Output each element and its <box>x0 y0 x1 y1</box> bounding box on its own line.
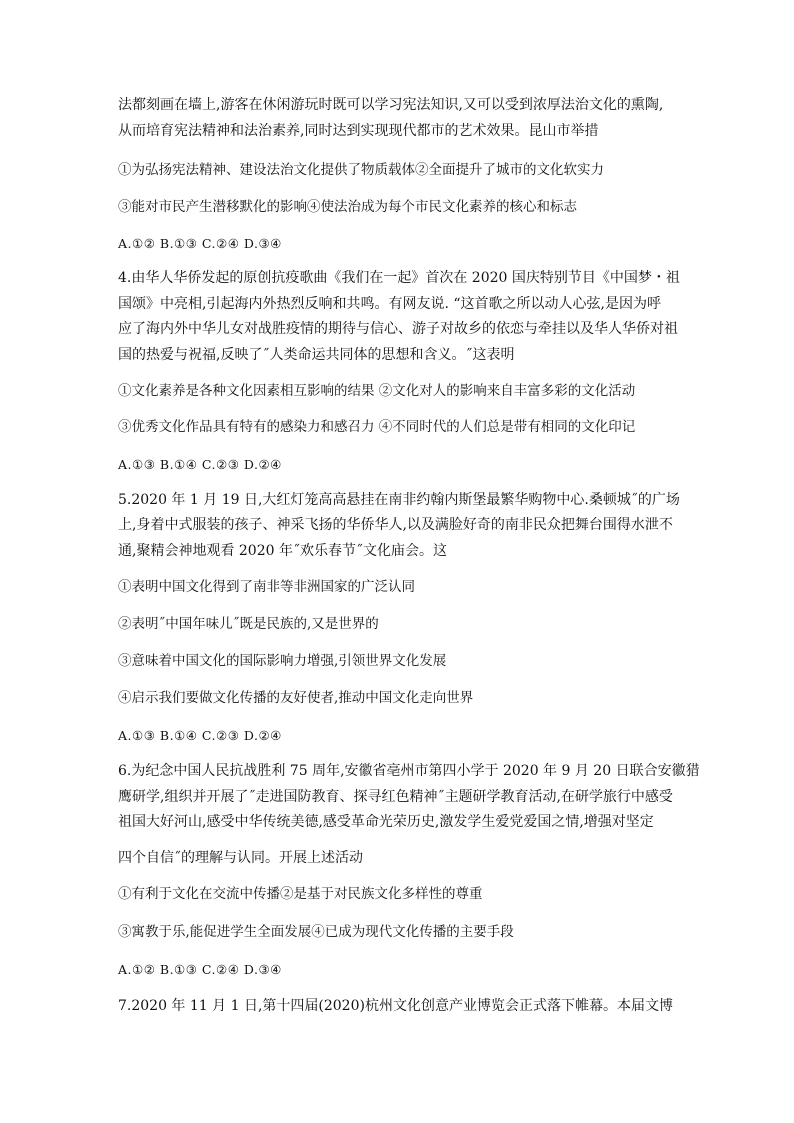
q5-option-3: ③意味着中国文化的国际影响力增强,引领世界文化发展 <box>118 653 447 669</box>
q6-option-line-1: ①有利于文化在交流中传播②是基于对民族文化多样性的尊重 <box>118 886 483 902</box>
q6-stem-line-4: 四个自信˝的理解与认同。开展上述活动 <box>118 850 363 866</box>
q4-stem-line-2: 国颂》中亮相,引起海内外热烈反响和共鸣。有网友说. “这首歌之所以动人心弦,是因为呼 <box>118 296 661 312</box>
q7-stem-line-1: 7.2020 年 11 月 1 日,第十四届(2020)杭州文化创意产业博览会正式落下帷幕。本届文博 <box>118 998 673 1014</box>
q6-stem-line-2: 鹰研学,组织并开展了˝走进国防教育、探寻红色精神˝主题研学教育活动,在研学旅行中感受 <box>118 789 673 805</box>
q3-stem-line-1: 法都刻画在墙上,游客在休闲游玩时既可以学习宪法知识,又可以受到浓厚法治文化的熏陶, <box>118 97 664 113</box>
q3-stem-line-2: 从而培育宪法精神和法治素养,同时达到实现现代都市的艺术效果。昆山市举措 <box>118 123 599 139</box>
q3-option-line-1: ①为弘扬宪法精神、建设法治文化提供了物质载体②全面提升了城市的文化软实力 <box>118 162 604 178</box>
q5-stem-line-2: 上,身着中式服装的孩子、神采飞扬的华侨华人,以及满脸好奇的南非民众把舞台围得水泄不 <box>118 517 673 533</box>
q3-answer-choices: A.①② B.①③ C.②④ D.③④ <box>118 236 282 251</box>
q3-option-line-2: ③能对市民产生潜移默化的影响④使法治成为每个市民文化素养的核心和标志 <box>118 199 577 215</box>
q4-answer-choices: A.①③ B.①④ C.②③ D.②④ <box>118 457 282 472</box>
q6-answer-choices: A.①② B.①③ C.②④ D.③④ <box>118 962 282 977</box>
q5-option-4: ④启示我们要做文化传播的友好使者,推动中国文化走向世界 <box>118 690 474 706</box>
q4-option-line-2: ③优秀文化作品具有特有的感染力和感召力 ④不同时代的人们总是带有相同的文化印记 <box>118 419 636 435</box>
q5-stem-line-3: 通,聚精会神地观看 2020 年˝欢乐春节˝文化庙会。这 <box>118 543 447 559</box>
q6-option-line-2: ③寓教于乐,能促进学生全面发展④已成为现代文化传播的主要手段 <box>118 924 514 940</box>
q5-option-2: ②表明˝中国年味儿˝既是民族的,又是世界的 <box>118 616 379 632</box>
q4-stem-line-1: 4.由华人华侨发起的原创抗疫歌曲《我们在一起》首次在 2020 国庆特别节目《中国梦・祖 <box>118 270 680 286</box>
q5-option-1: ①表明中国文化得到了南非等非洲国家的广泛认同 <box>118 579 415 595</box>
q4-stem-line-3: 应了海内外中华儿女对战胜疫情的期待与信心、游子对故乡的依恋与牵挂以及华人华侨对祖 <box>118 321 678 337</box>
q5-stem-line-1: 5.2020 年 1 月 19 日,大红灯笼高高悬挂在南非约翰内斯堡最繁华购物中心.桑顿城˝的广场 <box>118 492 680 508</box>
q6-stem-line-3: 祖国大好河山,感受中华传统美德,感受革命光荣历史,激发学生爱党爱国之情,增强对坚定 <box>118 814 654 830</box>
q4-stem-line-4: 国的热爱与祝福,反映了˝人类命运共同体的思想和含义。˝这表明 <box>118 347 515 363</box>
q5-answer-choices: A.①③ B.①④ C.②③ D.②④ <box>118 728 282 743</box>
q6-stem-line-1: 6.为纪念中国人民抗战胜利 75 周年,安徽省亳州市第四小学于 2020 年 9 月 20 日联合安徽猎 <box>118 763 700 779</box>
q4-option-line-1: ①文化素养是各种文化因素相互影响的结果 ②文化对人的影响来自丰富多彩的文化活动 <box>118 383 636 399</box>
